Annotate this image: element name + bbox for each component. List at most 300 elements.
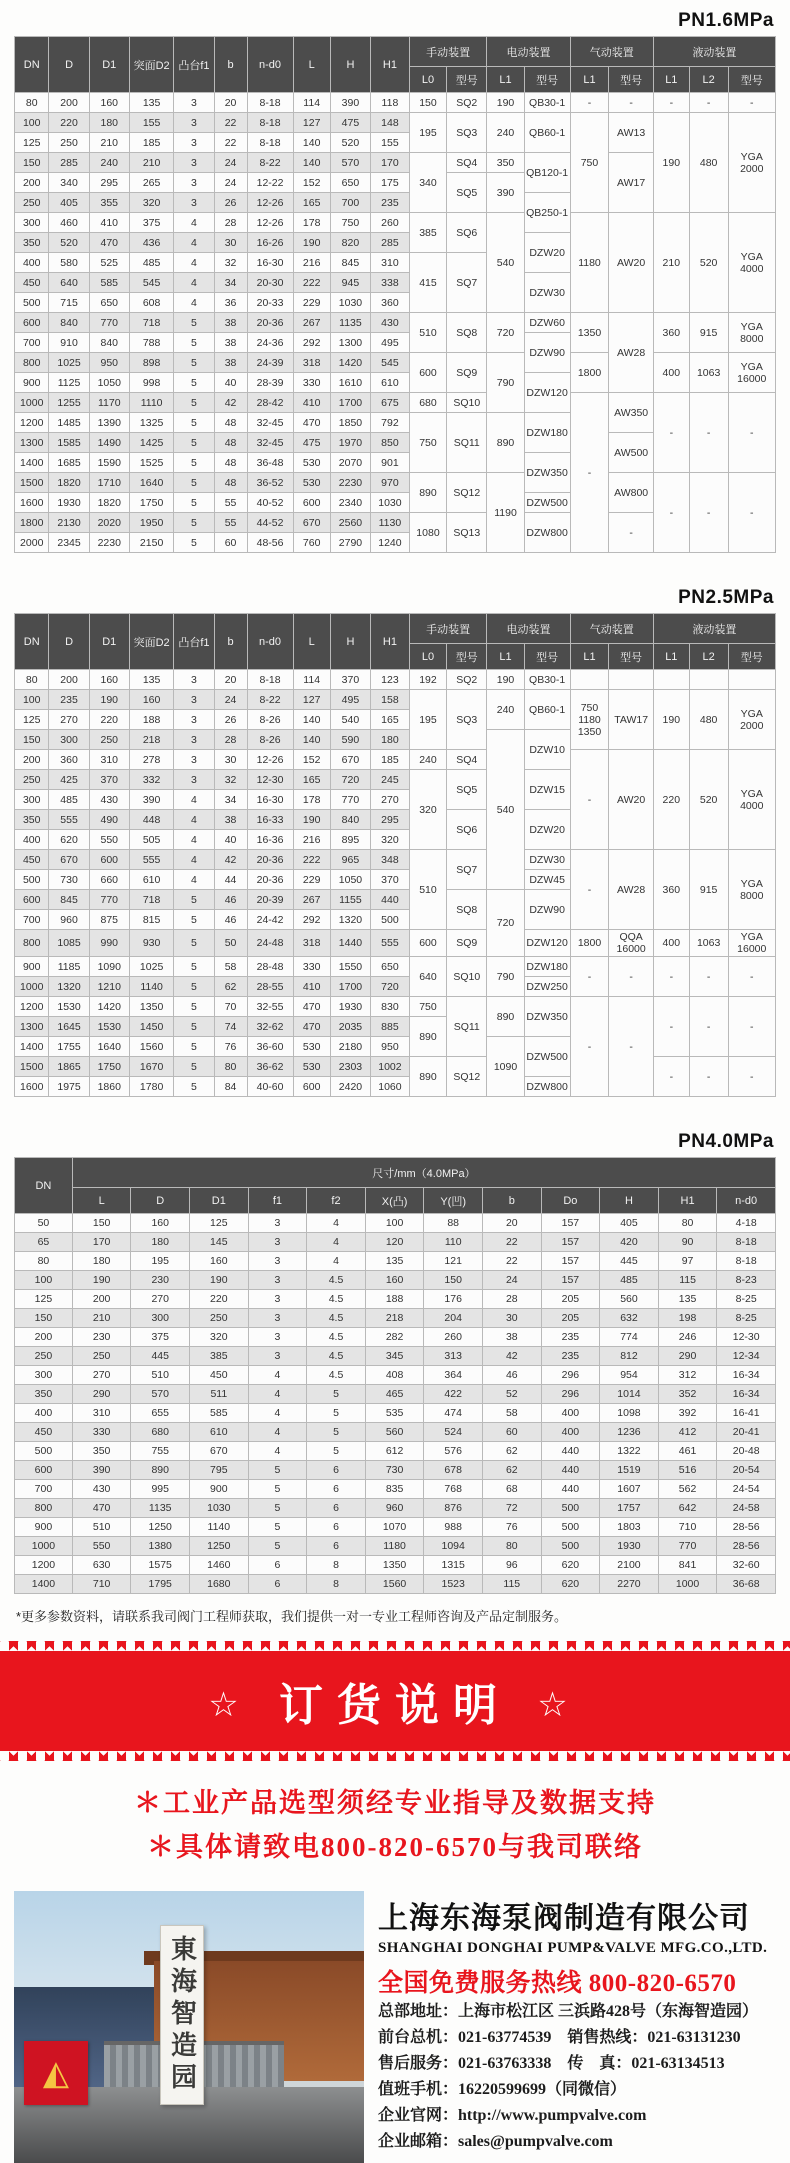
table-cell: 246 <box>658 1328 717 1347</box>
table-cell: 40 <box>214 373 247 393</box>
table-cell: 250 <box>49 133 89 153</box>
table-cell: 500 <box>541 1499 600 1518</box>
table-cell: 5 <box>174 313 214 333</box>
company-name-en: SHANGHAI DONGHAI PUMP&VALVE MFG.CO.,LTD. <box>378 1940 768 1956</box>
table-cell: 3 <box>174 113 214 133</box>
table-cell: 600 <box>15 1461 73 1480</box>
table-cell: 210 <box>72 1309 131 1328</box>
table-cell: 678 <box>424 1461 483 1480</box>
table-row <box>15 850 776 870</box>
table-cell: 28-56 <box>717 1518 776 1537</box>
table-row <box>15 997 776 1017</box>
table-cell: 205 <box>541 1309 600 1328</box>
table-cell: 1450 <box>129 1017 174 1037</box>
table-cell: 350 <box>487 153 524 173</box>
table-cell: 205 <box>541 1290 600 1309</box>
table-cell: 125 <box>15 1290 73 1309</box>
col-subheader: L0 <box>409 67 446 93</box>
table-cell: 2790 <box>330 533 370 553</box>
table-cell: 5 <box>174 977 214 997</box>
table-cell: 760 <box>293 533 330 553</box>
table-cell: 792 <box>371 413 410 433</box>
col-header: 凸台f1 <box>174 37 214 93</box>
table-cell <box>609 670 654 690</box>
table-cell: 190 <box>190 1271 249 1290</box>
table-cell: 360 <box>371 293 410 313</box>
table-cell: 465 <box>365 1385 424 1404</box>
footnote: *更多参数资料，请联系我司阀门工程师获取，我们提供一对一专业工程师咨询及产品定制服务。 <box>16 1609 568 1624</box>
col-subheader: D <box>131 1188 190 1214</box>
table-cell: 1180 <box>365 1537 424 1556</box>
table-cell: 511 <box>190 1385 249 1404</box>
col-header: b <box>214 37 247 93</box>
table-cell: 495 <box>330 690 370 710</box>
table-cell: 790 <box>487 957 524 997</box>
table-cell: 30 <box>482 1309 541 1328</box>
table-cell: 750 <box>330 213 370 233</box>
table-cell: 490 <box>89 810 129 830</box>
table-cell: 270 <box>131 1290 190 1309</box>
table-cell: 355 <box>89 193 129 213</box>
photo-vertical-sign: 東海智造园 <box>160 1925 204 2105</box>
table-cell: 28-55 <box>247 977 293 997</box>
table-cell: 4 <box>248 1442 307 1461</box>
table-cell: 12-30 <box>717 1328 776 1347</box>
table-cell: 450 <box>15 273 49 293</box>
table-cell: SQ13 <box>447 513 487 553</box>
table-cell: 1080 <box>409 513 446 553</box>
table-cell: SQ8 <box>447 890 487 930</box>
table-cell: 1865 <box>49 1057 89 1077</box>
table-row <box>15 1290 776 1309</box>
table-cell: 313 <box>424 1347 483 1366</box>
table-cell: 170 <box>72 1233 131 1252</box>
table-cell: 5 <box>174 513 214 533</box>
table-cell: 2230 <box>330 473 370 493</box>
table-cell: 32-45 <box>247 413 293 433</box>
table-cell: 178 <box>293 790 330 810</box>
table-cell: 540 <box>487 730 524 890</box>
table-cell: 550 <box>72 1537 131 1556</box>
table-cell: 410 <box>293 977 330 997</box>
table-cell: 12-26 <box>247 750 293 770</box>
table-cell: 2230 <box>89 533 129 553</box>
table-cell: 876 <box>424 1499 483 1518</box>
table-cell: 840 <box>89 333 129 353</box>
table-cell: 390 <box>330 93 370 113</box>
table-cell: SQ12 <box>447 1057 487 1097</box>
table-cell: 24-42 <box>247 910 293 930</box>
table-row <box>15 1366 776 1385</box>
table-cell: 8-25 <box>717 1290 776 1309</box>
table-cell: 770 <box>330 790 370 810</box>
table-cell: 350 <box>15 1385 73 1404</box>
table-cell: - <box>689 957 728 997</box>
table-cell: AW800 <box>609 473 654 513</box>
table-cell: 350 <box>15 810 49 830</box>
table-cell: 8-18 <box>717 1252 776 1271</box>
table-row <box>15 1461 776 1480</box>
table-cell: 36-60 <box>247 1037 293 1057</box>
table-cell: - <box>728 473 775 553</box>
table-cell <box>689 670 728 690</box>
table-cell: 530 <box>293 1057 330 1077</box>
col-subheader: n-d0 <box>717 1188 776 1214</box>
banner-sawtooth-top <box>0 1641 790 1651</box>
table-pn25-title: PN2.5MPa <box>678 587 774 608</box>
table-cell: 768 <box>424 1480 483 1499</box>
table-cell: 6 <box>307 1480 366 1499</box>
table-cell: 1485 <box>49 413 89 433</box>
table-cell: 5 <box>248 1537 307 1556</box>
table-cell: 300 <box>131 1309 190 1328</box>
table-cell: 1085 <box>49 930 89 957</box>
table-cell: 1440 <box>330 930 370 957</box>
table-cell: 845 <box>49 890 89 910</box>
table-cell: 470 <box>89 233 129 253</box>
table-cell: 4.5 <box>307 1271 366 1290</box>
table-cell: 20-36 <box>247 870 293 890</box>
table-cell: 1460 <box>190 1556 249 1575</box>
table-cell: 960 <box>49 910 89 930</box>
table-cell: 46 <box>214 890 247 910</box>
table-cell: 218 <box>129 730 174 750</box>
table-cell: QQA 16000 <box>609 930 654 957</box>
table-cell: 5 <box>248 1461 307 1480</box>
table-cell: 1050 <box>89 373 129 393</box>
table-cell: 1607 <box>600 1480 659 1499</box>
col-header: DN <box>15 37 49 93</box>
table-cell: 562 <box>658 1480 717 1499</box>
star-icon: ☆ <box>208 1686 253 1724</box>
table-cell: 900 <box>15 1518 73 1537</box>
col-header: 突面D2 <box>129 37 174 93</box>
table-cell: 8-26 <box>247 710 293 730</box>
table-cell: 890 <box>487 413 524 473</box>
table-cell: 1090 <box>487 1037 524 1097</box>
table-cell: 28-42 <box>247 393 293 413</box>
table-cell: 4-18 <box>717 1214 776 1233</box>
table-row <box>15 473 776 493</box>
table-cell: 4 <box>174 810 214 830</box>
table-cell: 157 <box>541 1233 600 1252</box>
table-cell: 295 <box>371 810 410 830</box>
table-cell: 460 <box>49 213 89 233</box>
table-cell: 2340 <box>330 493 370 513</box>
table-cell: 24-48 <box>247 930 293 957</box>
table-cell: 2070 <box>330 453 370 473</box>
banner-title-text: 订货说明 <box>279 1681 511 1730</box>
table-cell: 550 <box>89 830 129 850</box>
table-cell: 600 <box>293 1077 330 1097</box>
company-website-link[interactable]: 企业官网：http://www.pumpvalve.com <box>378 2107 647 2124</box>
table-cell: 2420 <box>330 1077 370 1097</box>
table-cell: 310 <box>371 253 410 273</box>
table-cell: 590 <box>330 730 370 750</box>
table-cell: 885 <box>371 1017 410 1037</box>
table-cell: 97 <box>658 1252 717 1271</box>
table-cell: 540 <box>487 213 524 313</box>
table-cell: 32 <box>214 253 247 273</box>
table-cell: YGA 8000 <box>728 313 775 353</box>
table-row <box>15 670 776 690</box>
table-cell: 38 <box>214 353 247 373</box>
table-cell: 1322 <box>600 1442 659 1461</box>
table-cell: 155 <box>129 113 174 133</box>
table-cell: 720 <box>330 770 370 790</box>
table-cell: 1210 <box>89 977 129 997</box>
table-cell: 260 <box>424 1328 483 1347</box>
table-cell: 774 <box>600 1328 659 1347</box>
table-cell: DZW800 <box>524 513 570 553</box>
table-row <box>15 1404 776 1423</box>
table-cell: 5 <box>174 333 214 353</box>
table-cell: 5 <box>174 1057 214 1077</box>
star-icon: ☆ <box>537 1686 582 1724</box>
table-cell: 505 <box>129 830 174 850</box>
table-cell: 135 <box>365 1252 424 1271</box>
table-cell: 1063 <box>689 930 728 957</box>
col-header: H1 <box>371 614 410 670</box>
table-cell: - <box>570 750 609 850</box>
table-cell: 1820 <box>49 473 89 493</box>
table-cell: 1420 <box>89 997 129 1017</box>
table-cell: SQ8 <box>447 313 487 353</box>
table-cell: 345 <box>365 1347 424 1366</box>
table-cell: 516 <box>658 1461 717 1480</box>
table-cell: 4 <box>174 870 214 890</box>
table-cell: DZW20 <box>524 233 570 273</box>
table-cell: 250 <box>89 730 129 750</box>
table-cell: 1530 <box>89 1017 129 1037</box>
table-cell: 338 <box>371 273 410 293</box>
table-cell: DZW800 <box>524 1077 570 1097</box>
table-cell: 30 <box>214 750 247 770</box>
table-cell: - <box>653 473 689 553</box>
table-cell: 950 <box>89 353 129 373</box>
table-cell: 16-34 <box>717 1385 776 1404</box>
table-cell: 3 <box>248 1271 307 1290</box>
table-cell: SQ12 <box>447 473 487 513</box>
table-cell: 8-18 <box>247 133 293 153</box>
table-cell: 400 <box>653 930 689 957</box>
table-cell: 180 <box>371 730 410 750</box>
table-cell: 5 <box>174 473 214 493</box>
table-cell: 700 <box>15 1480 73 1499</box>
table-cell: 348 <box>371 850 410 870</box>
table-cell: 485 <box>129 253 174 273</box>
table-cell: 135 <box>658 1290 717 1309</box>
table-cell: AW350 <box>609 393 654 433</box>
table-cell: 4.5 <box>307 1366 366 1385</box>
table-cell: 890 <box>409 1017 446 1057</box>
table-cell: 360 <box>653 850 689 930</box>
table-cell: 2020 <box>89 513 129 533</box>
col-subheader: H1 <box>658 1188 717 1214</box>
table-cell: 1560 <box>129 1037 174 1057</box>
contact-line: 前台总机：021-63774539 销售热线：021-63131230 <box>378 2029 741 2046</box>
table-cell: 375 <box>131 1328 190 1347</box>
table-cell: 44 <box>214 870 247 890</box>
table-cell: 840 <box>330 810 370 830</box>
table-cell: YGA 8000 <box>728 850 775 930</box>
table-cell: YGA 16000 <box>728 353 775 393</box>
table-cell: 32 <box>214 770 247 790</box>
table-cell: 220 <box>89 710 129 730</box>
table-cell: 530 <box>293 473 330 493</box>
table-cell: 1320 <box>49 977 89 997</box>
table-cell: 470 <box>293 413 330 433</box>
table-cell: 20-33 <box>247 293 293 313</box>
table-cell: 600 <box>89 850 129 870</box>
table-cell: 230 <box>131 1271 190 1290</box>
col-subheader: D1 <box>190 1188 249 1214</box>
table-cell: 180 <box>72 1252 131 1271</box>
table-cell: 1500 <box>15 473 49 493</box>
table-cell: 970 <box>371 473 410 493</box>
table-cell: 140 <box>293 153 330 173</box>
table-cell: 270 <box>72 1366 131 1385</box>
table-cell: 450 <box>15 850 49 870</box>
table-cell: DZW250 <box>524 977 570 997</box>
table-cell: 720 <box>487 890 524 957</box>
table-row <box>15 690 776 710</box>
service-hotline: 全国免费服务热线 800-820-6570 <box>378 1970 737 1997</box>
table-cell: 80 <box>214 1057 247 1077</box>
table-cell: 2270 <box>600 1575 659 1594</box>
table-cell: 1530 <box>49 997 89 1017</box>
table-cell: 1700 <box>330 393 370 413</box>
col-header: D1 <box>89 614 129 670</box>
table-cell: 8-26 <box>247 730 293 750</box>
table-cell: 1523 <box>424 1575 483 1594</box>
table-cell: 265 <box>129 173 174 193</box>
table-cell: 115 <box>658 1271 717 1290</box>
table-row <box>15 957 776 977</box>
table-cell: SQ4 <box>447 153 487 173</box>
table-cell: 48 <box>214 433 247 453</box>
table-cell: 216 <box>293 253 330 273</box>
table-cell: 385 <box>190 1347 249 1366</box>
table-cell: 4 <box>174 273 214 293</box>
table-cell: 1030 <box>371 493 410 513</box>
table-cell: 240 <box>89 153 129 173</box>
table-cell: 750 <box>409 413 446 473</box>
table-cell: 270 <box>49 710 89 730</box>
banner-body <box>0 1651 790 1751</box>
table-row <box>15 213 776 233</box>
table-cell: 250 <box>72 1347 131 1366</box>
table-cell: 195 <box>131 1252 190 1271</box>
col-header: n-d0 <box>247 37 293 93</box>
table-cell: - <box>570 957 609 997</box>
table-cell: 40 <box>214 830 247 850</box>
table-cell: 3 <box>174 133 214 153</box>
table-row <box>15 1480 776 1499</box>
table-cell: 145 <box>190 1233 249 1252</box>
table-cell: 370 <box>330 670 370 690</box>
table-cell: 76 <box>214 1037 247 1057</box>
col-subheader: X(凸) <box>365 1188 424 1214</box>
table-row <box>15 1537 776 1556</box>
table-cell: 80 <box>658 1214 717 1233</box>
table-cell: 480 <box>689 113 728 213</box>
table-cell: 140 <box>293 710 330 730</box>
table-cell: 890 <box>131 1461 190 1480</box>
table-cell: 1645 <box>49 1017 89 1037</box>
table-cell: SQ11 <box>447 997 487 1057</box>
table-cell: 3 <box>248 1309 307 1328</box>
table-cell: 240 <box>487 113 524 153</box>
table-cell: 26 <box>214 710 247 730</box>
table-cell: 5 <box>174 433 214 453</box>
table-cell: 945 <box>330 273 370 293</box>
table-cell: 4 <box>174 293 214 313</box>
table-cell: 364 <box>424 1366 483 1385</box>
table-cell: 890 <box>409 1057 446 1097</box>
col-subheader: L1 <box>487 644 524 670</box>
table-cell: 127 <box>293 113 330 133</box>
table-cell: 157 <box>541 1252 600 1271</box>
table-cell: 160 <box>89 93 129 113</box>
table-cell: 718 <box>129 313 174 333</box>
table-cell: 2150 <box>129 533 174 553</box>
table-cell: 600 <box>15 313 49 333</box>
table-cell: 6 <box>248 1556 307 1575</box>
table-cell: 36-68 <box>717 1575 776 1594</box>
table-cell: 3 <box>174 153 214 173</box>
table-cell: 20-39 <box>247 890 293 910</box>
slogan-line: ＊具体请致电800-820-6570与我司联络 <box>147 1832 643 1862</box>
company-email-link[interactable]: 企业邮箱：sales@pumpvalve.com <box>378 2133 613 2150</box>
table-cell: 560 <box>365 1423 424 1442</box>
table-cell: 555 <box>49 810 89 830</box>
table-cell: 352 <box>658 1385 717 1404</box>
table-cell: 655 <box>131 1404 190 1423</box>
table-cell: 1000 <box>15 1537 73 1556</box>
table-cell: 216 <box>293 830 330 850</box>
table-cell: 820 <box>330 233 370 253</box>
table-cell: 1490 <box>89 433 129 453</box>
table-cell: 392 <box>658 1404 717 1423</box>
table-cell: 680 <box>409 393 446 413</box>
table-cell: DZW15 <box>524 770 570 810</box>
table-cell: 1755 <box>49 1037 89 1057</box>
table-cell: 20-54 <box>717 1461 776 1480</box>
dim-group-header: 尺寸/mm（4.0MPa） <box>72 1158 775 1188</box>
col-header: L <box>293 614 330 670</box>
table-cell: AW13 <box>609 113 654 153</box>
table-cell: 312 <box>658 1366 717 1385</box>
table-cell: 8-18 <box>247 93 293 113</box>
table-cell: 1125 <box>49 373 89 393</box>
table-cell: 295 <box>89 173 129 193</box>
table-cell: 1190 <box>487 473 524 553</box>
table-cell: DZW120 <box>524 930 570 957</box>
table-cell: 150 <box>72 1214 131 1233</box>
company-info <box>378 1891 776 2163</box>
table-cell: 300 <box>49 730 89 750</box>
footer <box>14 1891 776 2163</box>
table-cell: 140 <box>293 133 330 153</box>
table-cell: 22 <box>214 113 247 133</box>
table-cell: 415 <box>409 253 446 313</box>
table-cell: 650 <box>371 957 410 977</box>
table-cell: DZW180 <box>524 957 570 977</box>
table-cell: 5 <box>174 930 214 957</box>
table-cell: 115 <box>482 1575 541 1594</box>
table-cell: 4 <box>174 830 214 850</box>
